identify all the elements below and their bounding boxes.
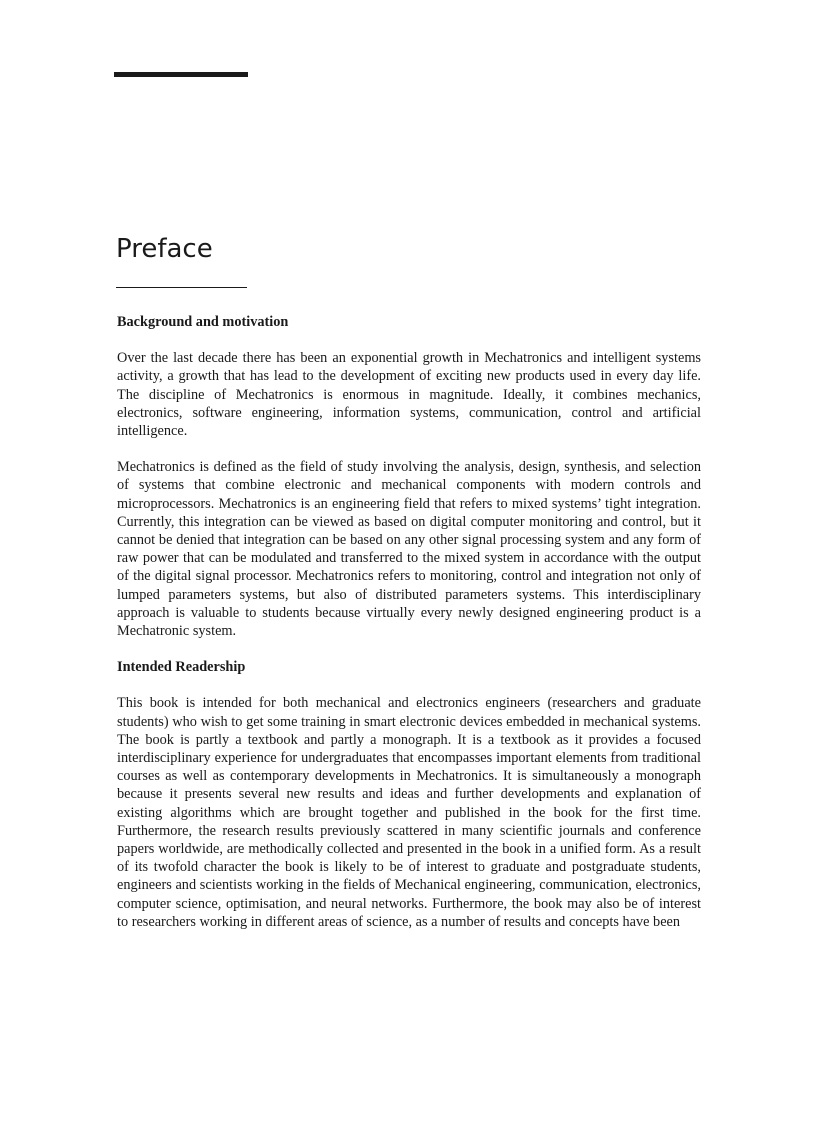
section-heading-readership: Intended Readership	[117, 659, 246, 676]
paragraph-background-2: Mechatronics is defined as the field of study involving the analysis, design, synthesis, and selection of systems that combine electronic and mechanical components with modern controls and microprocessors. Mechatronics is an engineering field that refers to mixed systems’ tight integration. Currently, this integration can be viewed as based on digital computer monitoring and control, but it cannot be denied that integration can be based on any other signal processing system and any form of raw power that can be modulated and transferred to the mixed system in accordance with the output of the digital signal processor. Mechatronics refers to monitoring, control and integration not only of lumped parameters systems, but also of distributed parameters systems. This interdisciplinary approach is valuable to students because virtually every newly designed engineering product is a Mechatronic system.	[117, 459, 701, 640]
top-decorative-rule	[114, 72, 248, 77]
body-text	[117, 313, 701, 931]
title-underline-rule	[116, 287, 247, 288]
paragraph-readership-1: This book is intended for both mechanical and electronics engineers (researchers and graduate students) who wish to get some training in smart electronic devices embedded in mechanical systems. The book is partly a textbook and partly a monograph. It is a textbook as it provides a focused interdisciplinary experience for undergraduates that encompasses important elements from traditional courses as well as contemporary developments in Mechatronics. It is simultaneously a monograph because it presents several new results and ideas and further developments and explanation of existing algorithms which are brought together and published in the book for the first time. Furthermore, the research results previously scattered in many scientific journals and conference papers worldwide, are methodically collected and presented in the book in a unified form. As a result of its twofold character the book is likely to be of interest to graduate and postgraduate students, engineers and scientists working in the fields of Mechanical engineering, communication, electronics, computer science, optimisation, and neural networks. Furthermore, the book may also be of interest to researchers working in different areas of science, as a number of results and concepts have been	[117, 695, 701, 930]
chapter-title: Preface	[116, 234, 213, 264]
section-heading-background: Background and motivation	[117, 314, 289, 330]
paragraph-background-1: Over the last decade there has been an exponential growth in Mechatronics and intelligent systems activity, a growth that has lead to the development of exciting new products used in every day life. The discipline of Mechatronics is enormous in magnitude. Ideally, it combines mechanics, electronics, software engineering, information systems, communication, control and artificial intelligence.	[117, 350, 701, 440]
